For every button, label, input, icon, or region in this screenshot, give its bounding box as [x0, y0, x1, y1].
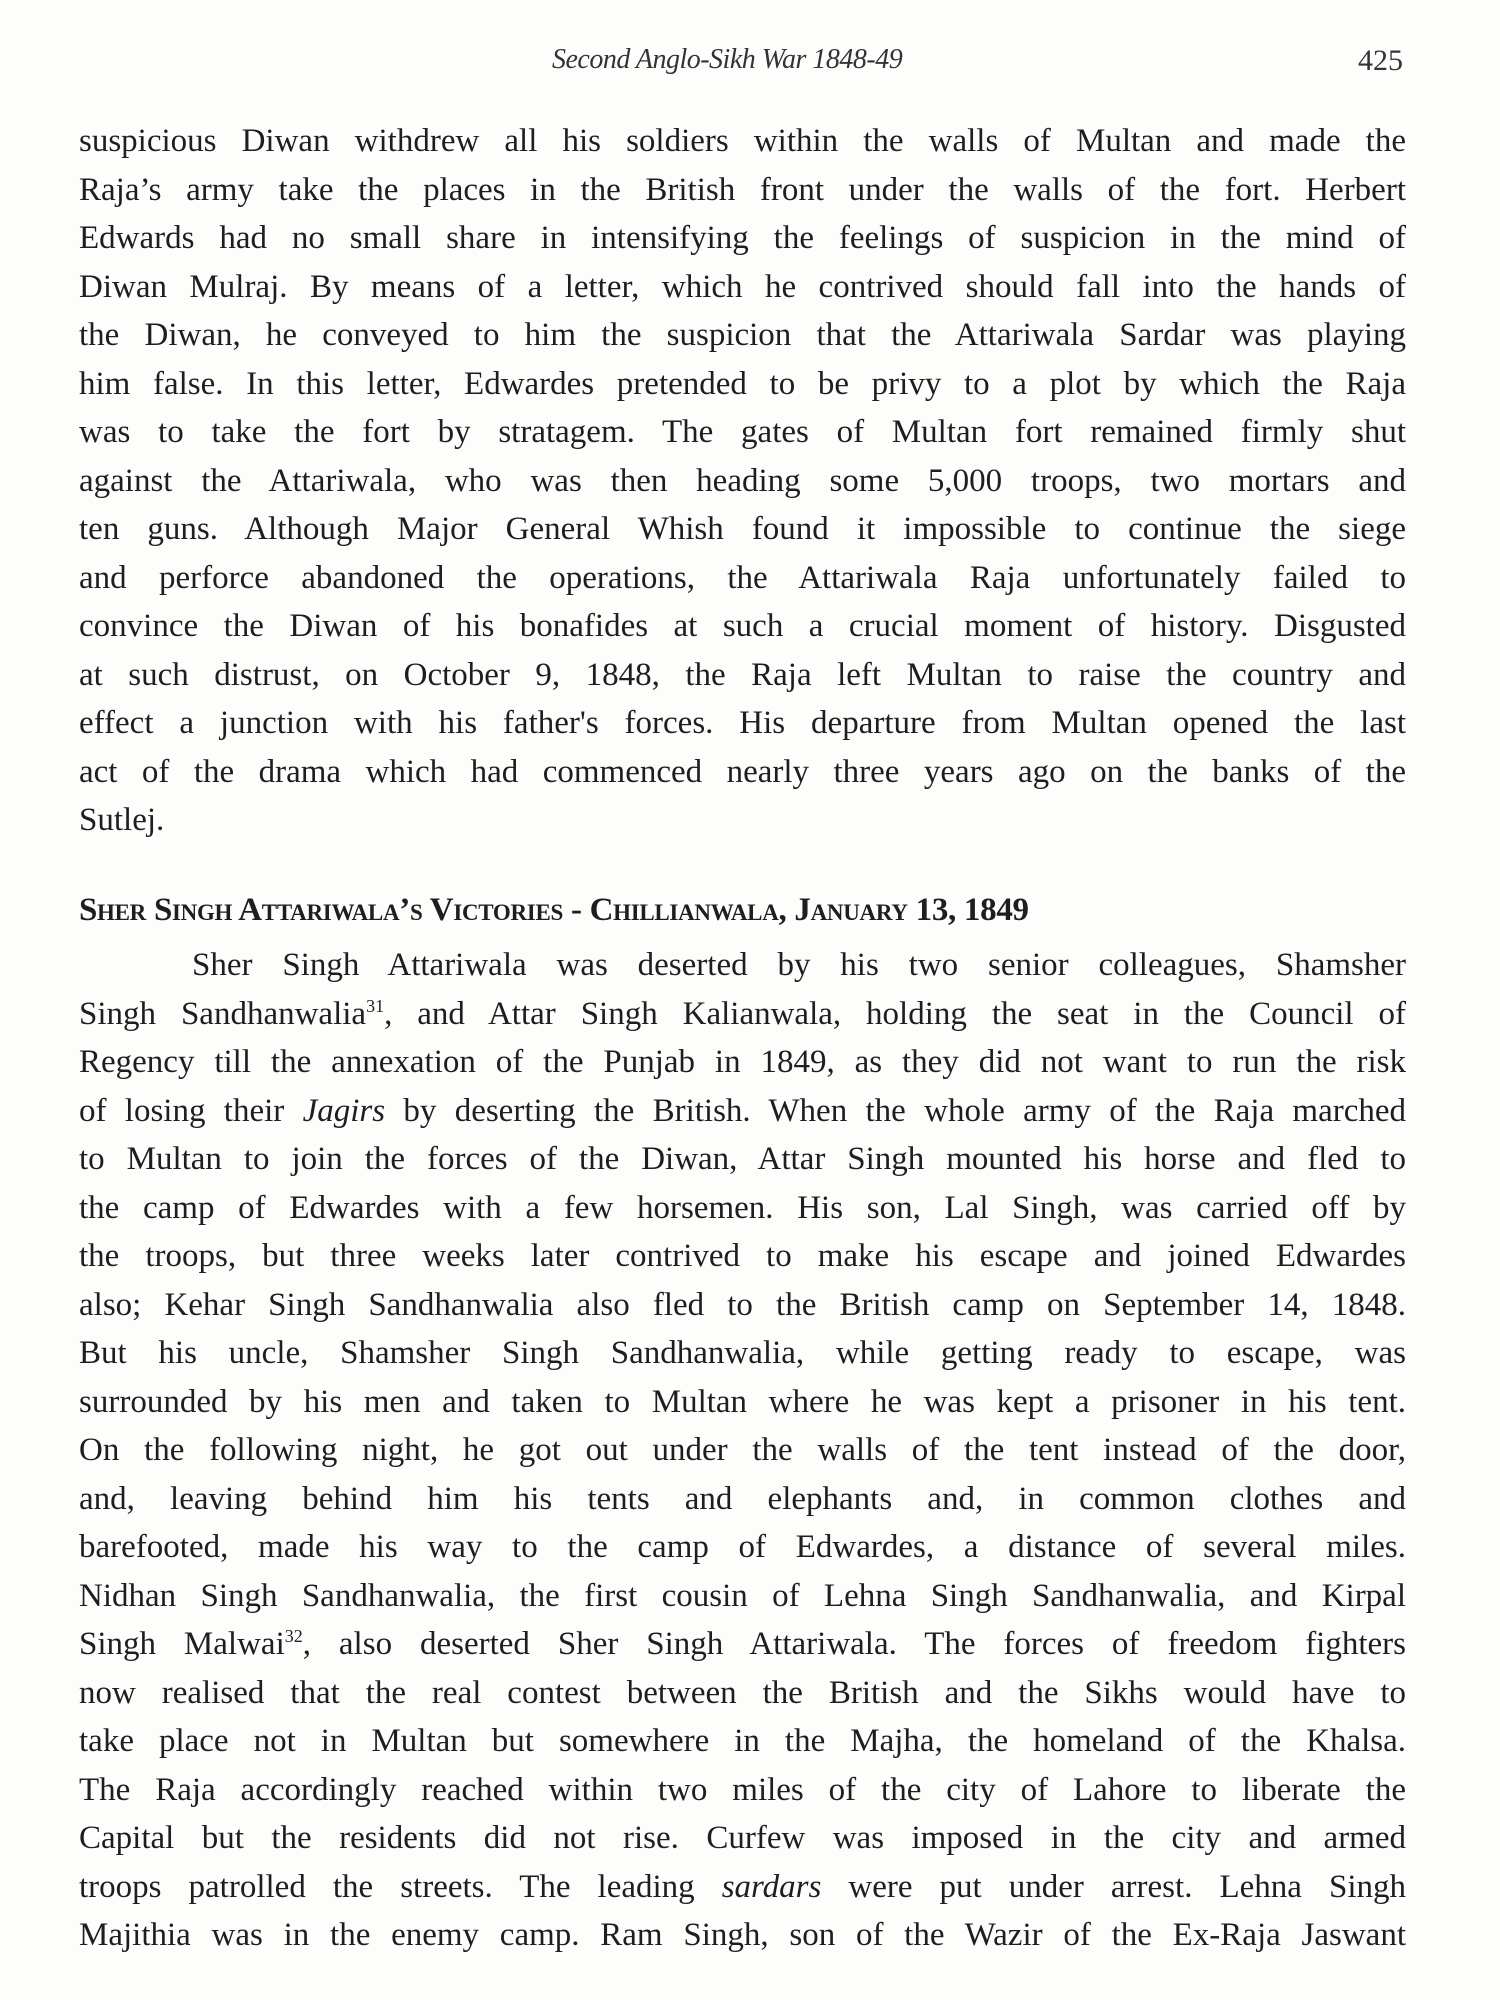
text-segment: by deserting the British. When the whole army of the Raja marched	[385, 1092, 1406, 1129]
text-line	[79, 1087, 1406, 1136]
text-line: the camp of Edwardes with a few horsemen. His son, Lal Singh, was carried off by	[79, 1189, 1406, 1226]
running-header	[0, 44, 1500, 84]
text-line: Nidhan Singh Sandhanwalia, the first cousin of Lehna Singh Sandhanwalia, and Kirpal	[79, 1577, 1406, 1614]
text-line: ten guns. Although Major General Whish found it impossible to continue the siege	[79, 511, 1406, 547]
text-segment: Singh Sandhanwalia	[79, 995, 367, 1032]
italic-term: sardars	[721, 1868, 822, 1905]
text-line: was to take the fort by stratagem. The gates of Multan fort remained firmly shut	[79, 414, 1406, 450]
text-line: effect a junction with his father's forces. His departure from Multan opened the last	[79, 705, 1406, 741]
page-number: 425	[1358, 44, 1403, 77]
text-line: against the Attariwala, who was then heading some 5,000 troops, two mortars and	[79, 462, 1406, 499]
text-line: act of the drama which had commenced nearly three years ago on the banks of the	[79, 753, 1406, 790]
text-line: The Raja accordingly reached within two miles of the city of Lahore to liberate the	[79, 1771, 1406, 1808]
text-line: Diwan Mulraj. By means of a letter, which he contrived should fall into the hands of	[79, 268, 1406, 305]
text-line: suspicious Diwan withdrew all his soldiers within the walls of Multan and made the	[79, 123, 1406, 159]
text-line: barefooted, made his way to the camp of Edwardes, a distance of several miles.	[79, 1529, 1406, 1565]
text-line: at such distrust, on October 9, 1848, the Raja left Multan to raise the country and	[79, 656, 1406, 693]
footnote-marker: 31	[366, 995, 385, 1016]
text-line: and perforce abandoned the operations, the Attariwala Raja unfortunately failed to	[79, 559, 1406, 596]
text-line: surrounded by his men and taken to Multan where he was kept a prisoner in his tent.	[79, 1383, 1406, 1420]
text-line: But his uncle, Shamsher Singh Sandhanwalia, while getting ready to escape, was	[79, 1335, 1406, 1371]
text-segment: were put under arrest. Lehna Singh	[821, 1868, 1406, 1905]
text-line: Capital but the residents did not rise. Curfew was imposed in the city and armed	[79, 1820, 1406, 1856]
text-line: and, leaving behind him his tents and elephants and, in common clothes and	[79, 1480, 1406, 1517]
text-line	[79, 990, 1406, 1039]
text-segment: , also deserted Sher Singh Attariwala. The forces of freedom fighters	[302, 1626, 1406, 1662]
text-line: Regency till the annexation of the Punjab in 1849, as they did not want to run the risk	[79, 1044, 1406, 1080]
text-line: the Diwan, he conveyed to him the suspicion that the Attariwala Sardar was playing	[79, 317, 1406, 353]
text-line: also; Kehar Singh Sandhanwalia also fled to the British camp on September 14, 1848.	[79, 1286, 1406, 1323]
section-heading: Sher Singh Attariwala’s Victories - Chillianwala, January 13, 1849	[79, 892, 1029, 928]
text-line: convince the Diwan of his bonafides at such a crucial moment of history. Disgusted	[79, 608, 1406, 644]
text-segment: troops patrolled the streets. The leading	[79, 1868, 722, 1905]
text-line: take place not in Multan but somewhere in the Majha, the homeland of the Khalsa.	[79, 1723, 1406, 1759]
text-line: Edwards had no small share in intensifying the feelings of suspicion in the mind of	[79, 220, 1406, 256]
text-line	[79, 1863, 1406, 1912]
paragraph-2	[79, 941, 1406, 1960]
text-line: On the following night, he got out under the walls of the tent instead of the door,	[79, 1432, 1406, 1468]
footnote-marker: 32	[284, 1626, 303, 1646]
text-line: Raja’s army take the places in the British front under the walls of the fort. Herbert	[79, 171, 1406, 208]
paragraph-1	[79, 117, 1406, 845]
text-line: Sutlej.	[79, 802, 165, 838]
text-line: to Multan to join the forces of the Diwan, Attar Singh mounted his horse and fled to	[79, 1141, 1406, 1177]
text-line	[79, 1620, 1406, 1669]
running-title: Second Anglo-Sikh War 1848-49	[552, 44, 903, 75]
text-line: him false. In this letter, Edwardes pretended to be privy to a plot by which the Raja	[79, 365, 1406, 402]
text-line: Majithia was in the enemy camp. Ram Singh, son of the Wazir of the Ex-Raja Jaswant	[79, 1917, 1406, 1953]
text-segment: of losing their	[79, 1092, 303, 1129]
text-line: the troops, but three weeks later contrived to make his escape and joined Edwardes	[79, 1238, 1406, 1274]
text-line: Sher Singh Attariwala was deserted by his two senior colleagues, Shamsher	[192, 947, 1406, 983]
text-segment: Singh Malwai	[79, 1626, 285, 1662]
text-line: now realised that the real contest between the British and the Sikhs would have to	[79, 1674, 1406, 1711]
text-segment: , and Attar Singh Kalianwala, holding the seat in the Council of	[384, 995, 1406, 1032]
italic-term: Jagirs	[302, 1092, 386, 1129]
